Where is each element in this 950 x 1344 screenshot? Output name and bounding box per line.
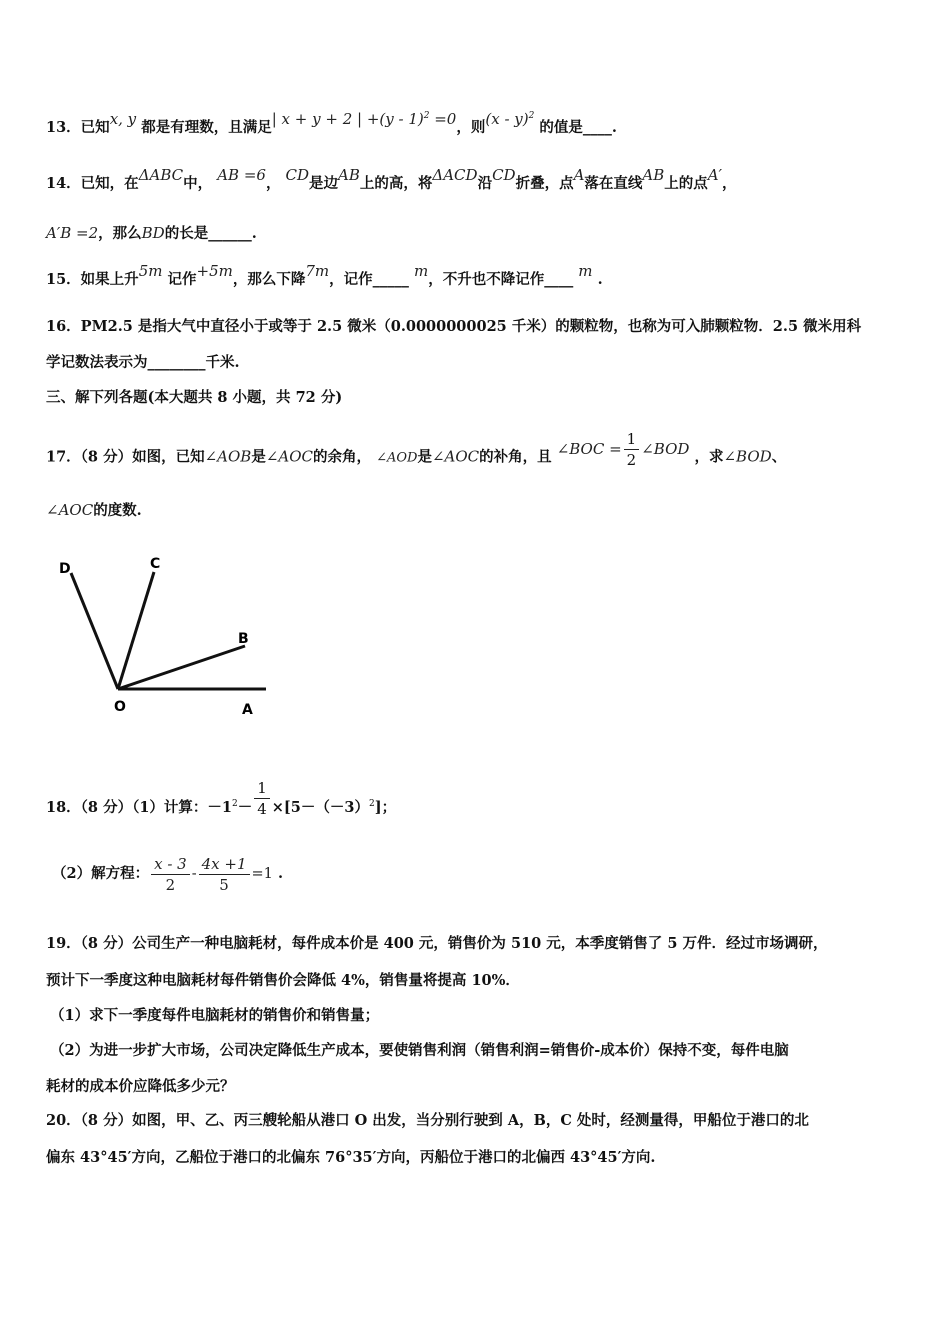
question-19-line-1: 19．（8 分）公司生产一种电脑耗材，每件成本价是 400 元，销售价为 510 元，本季度销售了 5 万件．经过市场调研， — [46, 935, 828, 952]
q14-text-2: 是边 — [309, 175, 339, 192]
q14-line2-text-2: 的长是______. — [164, 225, 257, 242]
q14-text-8: ， — [722, 175, 737, 192]
q13-condition: | x + y + 2 | +(y - 1)$^2$ =0 — [271, 110, 457, 128]
question-19-line-2: 预计下一季度这种电脑耗材每件销售价会降低 4%，销售量将提高 10%． — [46, 972, 520, 989]
q14-text-6: 落在直线 — [584, 175, 643, 192]
angle-figure — [40, 545, 280, 725]
q14-text-3: 上的高，将 — [359, 175, 433, 192]
q15-7m: 7m — [305, 262, 330, 280]
question-17 — [46, 430, 910, 478]
question-14 — [46, 166, 910, 195]
q17-bod-2: ∠BOD — [723, 447, 772, 466]
question-16-line-2: 学记数法表示为________千米. — [46, 354, 240, 371]
q15-plus-5m: +5m — [196, 262, 233, 280]
label-o: O — [114, 699, 126, 715]
q14-text-5: 折叠，点 — [515, 175, 574, 192]
q17-aoc-2: ∠AOC — [431, 447, 480, 466]
question-20-line-1: 20．（8 分）如图，甲、乙、丙三艘轮船从港口 O 出发，当分别行驶到 A，B，C 处时，经测量得，甲船位于港口的北 — [46, 1112, 809, 1129]
q14-cd-2: CD — [492, 166, 516, 184]
ray-oc — [118, 572, 154, 689]
question-20-line-2: 偏东 43°45′方向，乙船位于港口的北偏东 76°35′方向，丙船位于港口的北偏西 43°45′方向. — [46, 1149, 656, 1166]
q17-text-5: ，求 — [694, 448, 724, 466]
q14-text-7: 上的点 — [664, 175, 708, 192]
q14-text-1: 中， — [183, 175, 213, 192]
q15-text-5: . — [597, 271, 603, 288]
q17-bod: ∠BOD — [641, 439, 690, 458]
q17-number: 17．（8 分）如图，已知 — [46, 448, 205, 466]
q17-aod: ∠AOD — [376, 450, 418, 466]
q17-text-3: 是 — [417, 448, 432, 466]
question-17-line-2 — [46, 499, 910, 522]
question-16-line-1: 16．PM2.5 是指大气中直径小于或等于 2.5 微米（0.0000000025 千米）的颗粒物，也称为可入肺颗粒物．2.5 微米用科 — [46, 318, 862, 335]
q14-ab-3: AB — [642, 166, 665, 184]
label-d: D — [59, 561, 71, 577]
section-3-heading: 三、解下列各题(本大题共 8 小题，共 72 分) — [46, 389, 343, 406]
q17-aoc: ∠AOC — [265, 447, 313, 466]
q18-minus: - — [191, 866, 197, 882]
question-19-part-1: （1）求下一季度每件电脑耗材的销售价和销售量； — [50, 1007, 380, 1024]
q17-boc: ∠BOC = — [556, 439, 622, 458]
q18-equals-one: =1 — [251, 866, 273, 882]
ray-od — [71, 573, 118, 689]
q15-unit-1: m — [413, 262, 429, 280]
question-18-part-2 — [52, 852, 910, 896]
q18-expr-part-1: $-1^2-$ — [207, 799, 253, 816]
q15-text-1: 记作 — [167, 271, 197, 288]
label-c: C — [150, 556, 161, 572]
question-13 — [46, 110, 910, 139]
q17-half-fraction: $\frac{1}{2}$ — [624, 429, 640, 470]
q18-part2-label: （2）解方程： — [52, 865, 150, 882]
q15-text-4: ，不升也不降记作____ — [428, 271, 574, 288]
q13-number: 13．已知 — [46, 119, 110, 136]
q14-line2-text-1: ，那么 — [98, 225, 142, 242]
q14-ab: AB — [338, 166, 360, 184]
q18-quarter-fraction: $\frac{1}{4}$ — [254, 778, 270, 819]
q14-ab-eq: AB =6 — [217, 166, 266, 184]
q14-text-4: 沿 — [477, 175, 493, 192]
q14-a-prime: A′ — [707, 166, 723, 184]
q17-text-1: 是 — [251, 448, 266, 466]
q17-text-6: 、 — [771, 448, 787, 466]
label-a: A — [242, 702, 253, 718]
q13-xy: x, y — [109, 110, 137, 128]
q18-fraction-1: $\frac{x - 3}{2}$ — [151, 854, 190, 895]
question-19-line-5: 耗材的成本价应降低多少元？ — [46, 1078, 235, 1095]
q14-triangle: ΔABC — [138, 166, 184, 184]
q17-line2-aoc: ∠AOC — [46, 501, 94, 519]
q17-line2-text: 的度数. — [93, 502, 142, 519]
q14-triangle-2: ΔACD — [432, 166, 478, 184]
q17-text-2: 的余角， — [313, 448, 371, 466]
q14-comma: ， — [265, 175, 281, 192]
q17-text-4: 的补角，且 — [479, 448, 552, 466]
question-14-line-2 — [46, 222, 910, 245]
q13-text-2: ，则 — [456, 119, 486, 136]
q14-a: A — [573, 166, 585, 184]
q15-unit-2: m — [578, 262, 593, 280]
q13-target: (x - y)$^2$ — [485, 110, 535, 128]
q13-text-3: 的值是____. — [539, 119, 617, 136]
q18-expr-part-2: $\times[5-(-3)^2]$； — [271, 799, 397, 816]
q14-cd: CD — [285, 166, 310, 184]
q14-number: 14．已知，在 — [46, 175, 139, 192]
ray-ob — [118, 646, 245, 689]
q15-text-2: ，那么下降 — [232, 271, 306, 288]
q17-aob: ∠AOB — [204, 447, 252, 466]
question-19-part-2: （2）为进一步扩大市场，公司决定降低生产成本，要使销售利润（销售利润=销售价-成本价）保持不变，每件电脑 — [50, 1042, 789, 1059]
q14-bd: BD — [141, 224, 165, 242]
q15-5m: 5m — [138, 262, 163, 280]
q13-text-1: 都是有理数，且满足 — [141, 119, 272, 136]
q14-a-prime-b: A′B =2 — [46, 224, 99, 242]
q18-fraction-2: $\frac{4x +1}{5}$ — [199, 854, 250, 895]
q18-number: 18．（8 分）（1）计算： — [46, 799, 208, 816]
question-15 — [46, 262, 910, 291]
label-b: B — [238, 631, 249, 647]
question-18 — [46, 778, 910, 822]
q15-text-3: ，记作_____ — [329, 271, 409, 288]
q15-number: 15．如果上升 — [46, 271, 139, 288]
q18-period: . — [277, 865, 283, 882]
